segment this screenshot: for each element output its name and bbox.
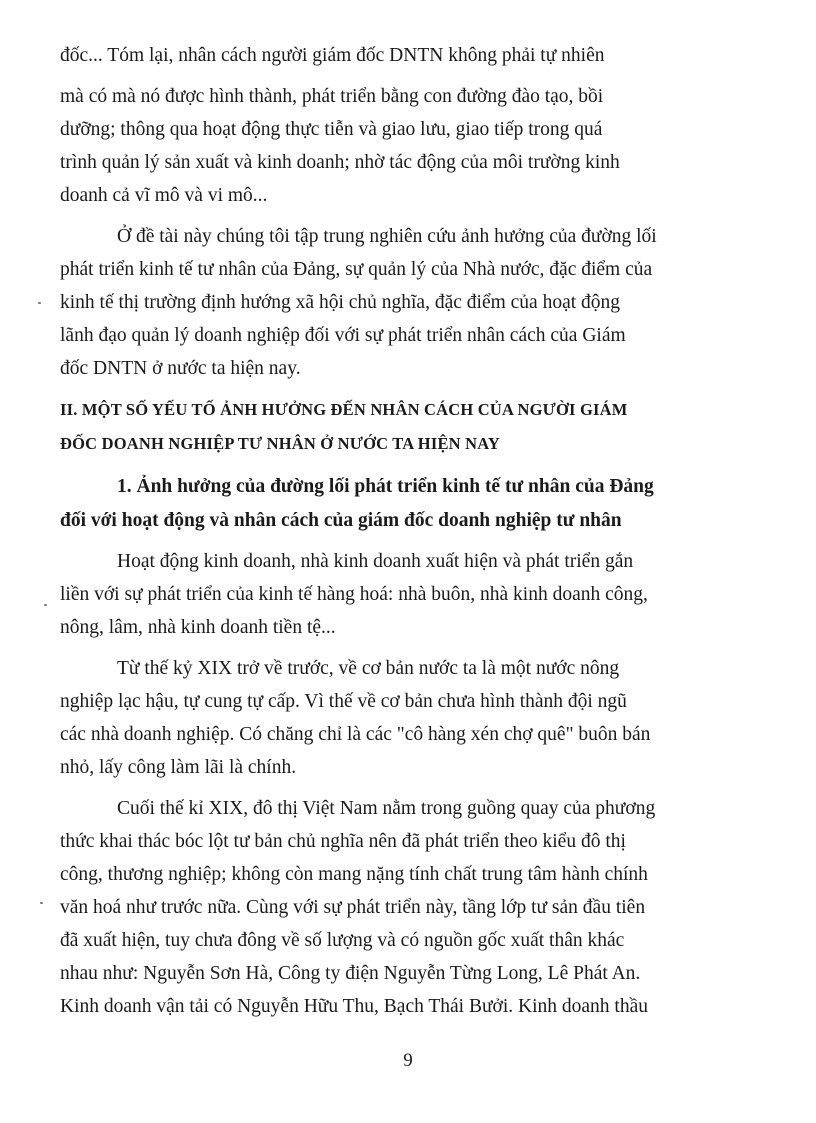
paragraph-line: thức khai thác bóc lột tư bản chủ nghĩa nên đã phát triển theo kiểu đô thị xyxy=(60,831,626,852)
paragraph-line: doanh cả vĩ mô và vi mô... xyxy=(60,185,268,206)
paragraph-line: lãnh đạo quản lý doanh nghiệp đối với sự phát triển nhân cách của Giám xyxy=(60,325,626,346)
paragraph-line: nông, lâm, nhà kinh doanh tiền tệ... xyxy=(60,617,336,638)
paragraph-line: kinh tế thị trường định hướng xã hội chủ nghĩa, đặc điểm của hoạt động xyxy=(60,292,621,313)
paragraph-line: phát triển kinh tế tư nhân của Đảng, sự quản lý của Nhà nước, đặc điểm của xyxy=(60,259,653,280)
paragraph-line: đốc DNTN ở nước ta hiện nay. xyxy=(60,358,301,379)
paragraph-line: Kinh doanh vận tải có Nguyễn Hữu Thu, Bạch Thái Bưởi. Kinh doanh thầu xyxy=(60,996,649,1017)
paragraph-line: các nhà doanh nghiệp. Có chăng chỉ là các "cô hàng xén chợ quê" buôn bán xyxy=(60,724,651,745)
scan-speck xyxy=(44,604,47,606)
paragraph-line: dưỡng; thông qua hoạt động thực tiễn và giao lưu, giao tiếp trong quá xyxy=(60,119,603,140)
scan-speck xyxy=(38,302,41,304)
paragraph-line: trình quản lý sản xuất và kinh doanh; nhờ tác động của môi trường kinh xyxy=(60,152,620,173)
scan-speck xyxy=(40,902,43,904)
paragraph-line: văn hoá như trước nữa. Cùng với sự phát triển này, tầng lớp tư sản đầu tiên xyxy=(60,897,646,918)
subsection-heading-line: đối với hoạt động và nhân cách của giám đốc doanh nghiệp tư nhân xyxy=(60,510,622,531)
paragraph-line: nhỏ, lấy công làm lãi là chính. xyxy=(60,757,297,778)
paragraph-line: Hoạt động kinh doanh, nhà kinh doanh xuất hiện và phát triển gắn xyxy=(117,551,634,572)
section-heading-line: ĐỐC DOANH NGHIỆP TƯ NHÂN Ở NƯỚC TA HIỆN NAY xyxy=(60,434,500,453)
page-number: 9 xyxy=(403,1050,413,1071)
paragraph-line: Từ thế kỷ XIX trở về trước, về cơ bản nước ta là một nước nông xyxy=(117,658,620,679)
paragraph-line: đốc... Tóm lại, nhân cách người giám đốc DNTN không phải tự nhiên xyxy=(60,45,605,66)
paragraph-line: đã xuất hiện, tuy chưa đông về số lượng và có nguồn gốc xuất thân khác xyxy=(60,930,625,951)
paragraph-line: liền với sự phát triển của kinh tế hàng hoá: nhà buôn, nhà kinh doanh công, xyxy=(60,584,648,605)
paragraph-line: Ở đề tài này chúng tôi tập trung nghiên cứu ảnh hưởng của đường lối xyxy=(117,226,657,247)
paragraph-line: nghiệp lạc hậu, tự cung tự cấp. Vì thế về cơ bản chưa hình thành đội ngũ xyxy=(60,691,627,712)
paragraph-line: nhau như: Nguyễn Sơn Hà, Công ty điện Nguyễn Từng Long, Lê Phát An. xyxy=(60,963,641,984)
subsection-heading-line: 1. Ảnh hưởng của đường lối phát triển kinh tế tư nhân của Đảng xyxy=(117,476,654,497)
section-heading-line: II. MỘT SỐ YẾU TỐ ẢNH HƯỞNG ĐẾN NHÂN CÁCH CỦA NGƯỜI GIÁM xyxy=(60,400,628,419)
paragraph-line: Cuối thế kỉ XIX, đô thị Việt Nam nằm trong guồng quay của phương xyxy=(117,798,656,819)
paragraph-line: công, thương nghiệp; không còn mang nặng tính chất trung tâm hành chính xyxy=(60,864,648,885)
paragraph-line: mà có mà nó được hình thành, phát triển bằng con đường đào tạo, bồi xyxy=(60,86,604,107)
